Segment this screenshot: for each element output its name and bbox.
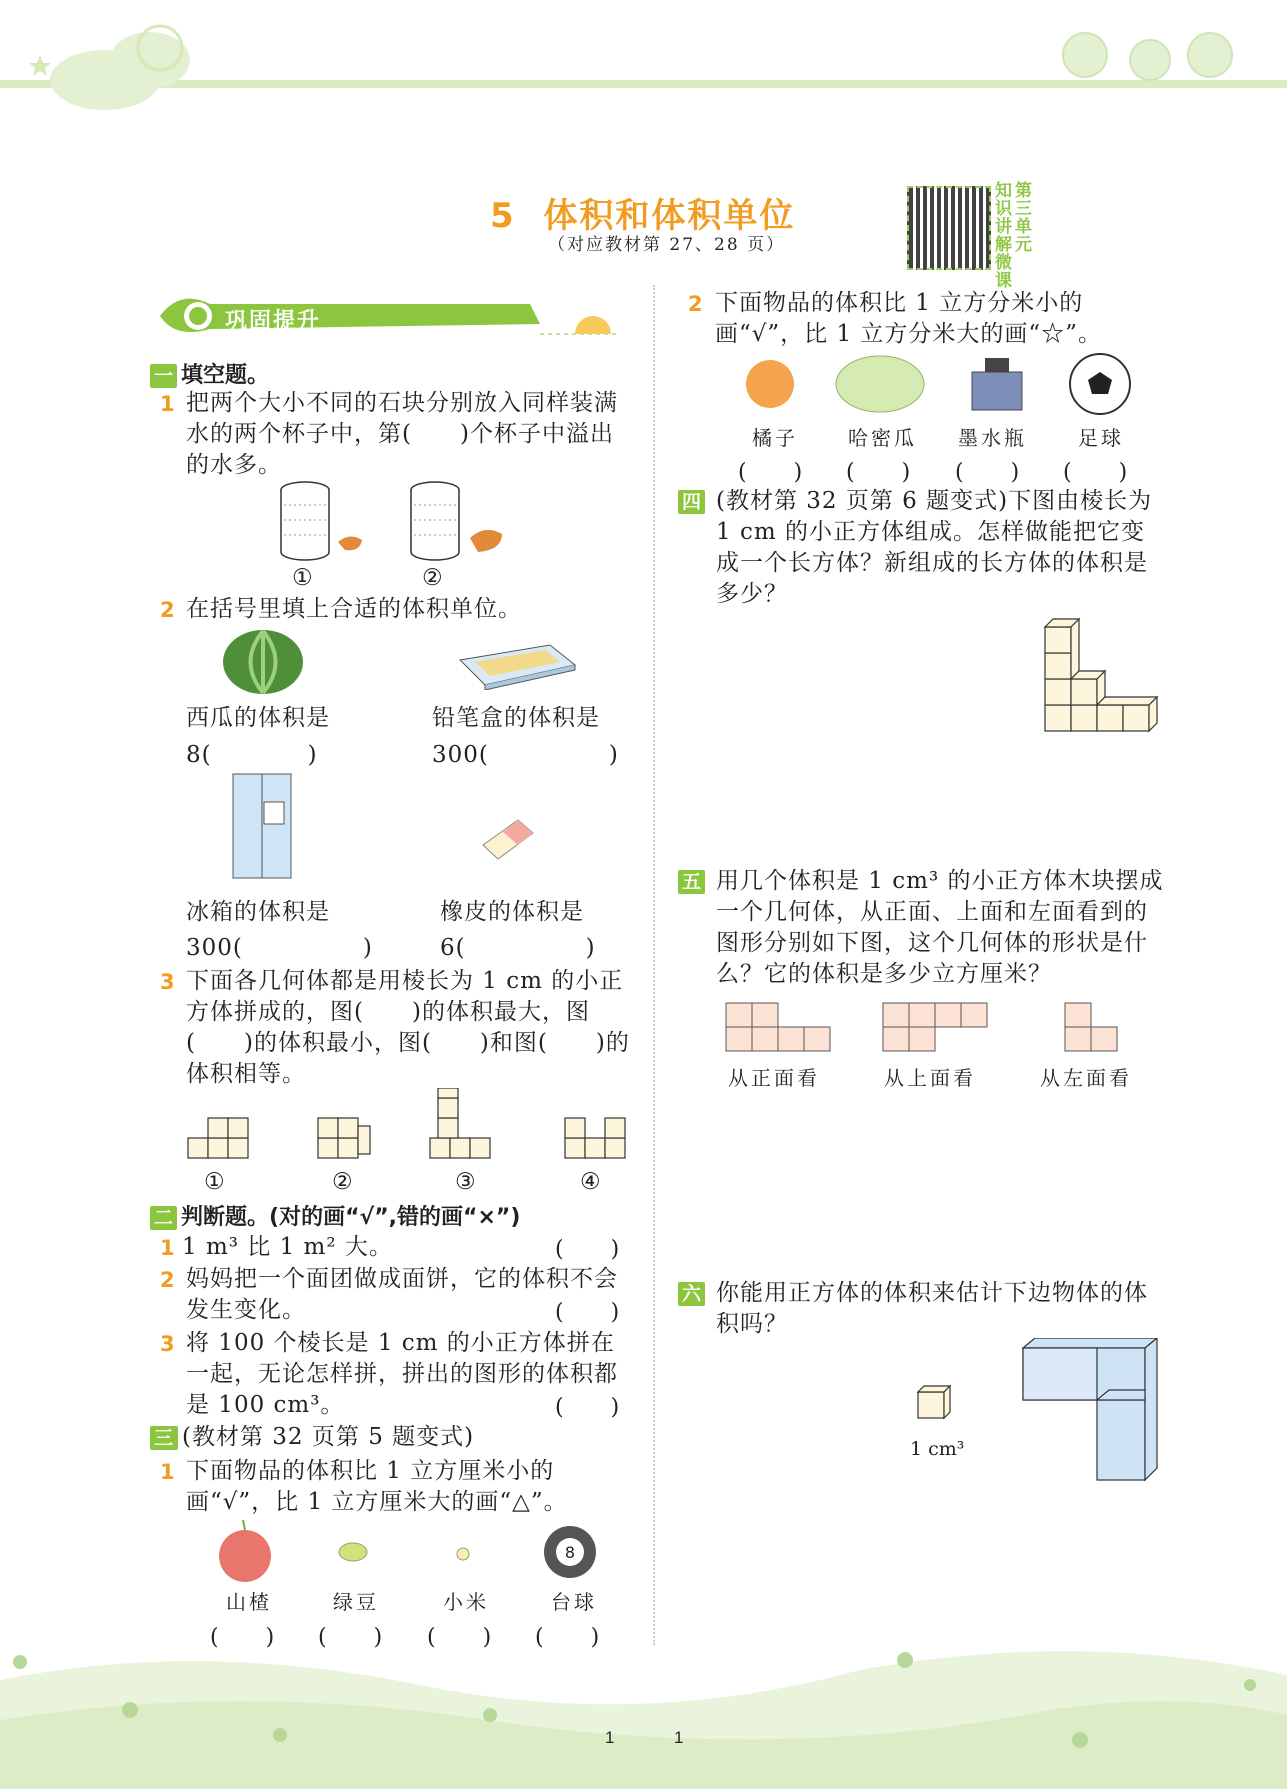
cup-label-1: ① <box>292 565 314 591</box>
section-3-title: (教材第 32 页第 5 题变式) <box>182 1424 475 1450</box>
section-5-badge: 五 <box>678 870 705 894</box>
banner-decoration <box>150 284 630 344</box>
q3-1-number: 1 <box>160 1460 175 1484</box>
q3-1-text: 下面物品的体积比 1 立方厘米小的画“√”，比 1 立方厘米大的画“△”。 <box>186 1458 568 1515</box>
section-1-heading <box>150 358 269 389</box>
unit-cube-label: 1 cm³ <box>910 1438 965 1460</box>
q1-2-item3-blank: 300( ) <box>186 935 373 961</box>
q3-2-blank-4[interactable]: ( ) <box>1063 460 1129 485</box>
section-2-heading <box>150 1200 520 1231</box>
q1-3-text: 下面各几何体都是用棱长为 1 cm 的小正方体拼成的，图( )的体积最大，图( )的体积最小，图( )和图( )的体积相等。 <box>186 968 630 1087</box>
l-cube-figure <box>1040 615 1160 735</box>
section-4-text: (教材第 32 页第 6 题变式)下图由棱长为 1 cm 的小正方体组成。怎样做能把它变成一个长方体？新组成的长方体的体积是多少？ <box>716 488 1153 607</box>
q2-3-text: 将 100 个棱长是 1 cm 的小正方体拼在一起，无论怎样拼，拼出的图形的体积都是 100 cm³。 <box>186 1330 618 1418</box>
section-6-text: 你能用正方体的体积来估计下边物体的体积吗？ <box>716 1280 1148 1337</box>
section-4-badge-wrap <box>678 490 709 514</box>
q2-2-text: 妈妈把一个面团做成面饼，它的体积不会发生变化。 <box>186 1266 618 1323</box>
page-number-left: 1 <box>605 1728 615 1747</box>
shape-label-3: ③ <box>455 1169 477 1195</box>
q3-1-label-2: 绿豆 <box>333 1590 379 1614</box>
section-6-badge: 六 <box>678 1282 705 1306</box>
header-decoration <box>0 0 1287 110</box>
qr-code[interactable] <box>907 186 991 270</box>
q1-2-item3-label: 冰箱的体积是 <box>186 899 330 925</box>
shape-label-4: ④ <box>580 1169 602 1195</box>
q3-2-blank-1[interactable]: ( ) <box>738 460 804 485</box>
q1-2-text: 在括号里填上合适的体积单位。 <box>186 596 522 622</box>
q1-1-text: 把两个大小不同的石块分别放入同样装满水的两个杯子中，第( )个杯子中溢出的水多。 <box>186 390 618 478</box>
q3-2-label-4: 足球 <box>1078 426 1124 450</box>
view-label-front: 从正面看 <box>728 1066 820 1090</box>
q3-1-blank-3[interactable]: ( ) <box>427 1625 493 1650</box>
pencil-box-image <box>455 640 580 690</box>
cup-label-2: ② <box>422 565 444 591</box>
footer-landscape <box>0 1640 1287 1789</box>
q2-2-answer[interactable]: ( ) <box>555 1300 621 1325</box>
section-2-badge: 二 <box>150 1206 177 1230</box>
q3-2-label-3: 墨水瓶 <box>958 426 1027 450</box>
q3-1-label-3: 小米 <box>443 1590 489 1614</box>
shape-label-2: ② <box>332 1169 354 1195</box>
q3-2-label-1: 橘子 <box>752 426 798 450</box>
q3-2-number: 2 <box>688 292 703 316</box>
q3-2-blank-3[interactable]: ( ) <box>955 460 1021 485</box>
section-5-text: 用几个体积是 1 cm³ 的小正方体木块摆成一个几何体，从正面、上面和左面看到的图形分别如下图，这个几何体的形状是什么？它的体积是多少立方厘米？ <box>716 868 1164 987</box>
q1-2-item4-label: 橡皮的体积是 <box>440 899 584 925</box>
cube-shapes-figure <box>180 1088 630 1170</box>
page-title: 5 体积和体积单位 <box>490 196 796 236</box>
q3-2-items-figure <box>740 350 1140 422</box>
estimate-figure <box>910 1338 1160 1488</box>
q1-2-item1-label: 西瓜的体积是 <box>186 705 330 731</box>
q2-3-answer[interactable]: ( ) <box>555 1395 621 1420</box>
stone-cups-figure <box>270 480 510 575</box>
q3-1-blank-4[interactable]: ( ) <box>535 1625 601 1650</box>
page-number-right: 1 <box>674 1728 684 1747</box>
svg-text:8: 8 <box>564 1543 576 1562</box>
q2-1-text: 1 m³ 比 1 m² 大。 <box>182 1234 393 1260</box>
page-subtitle: （对应教材第 27、28 页） <box>548 235 786 255</box>
q2-2-number: 2 <box>160 1268 175 1292</box>
section-4-badge: 四 <box>678 490 705 514</box>
q3-1-blank-1[interactable]: ( ) <box>210 1625 276 1650</box>
q1-2-item2-label: 铅笔盒的体积是 <box>432 705 600 731</box>
q1-2-item1-blank: 8( ) <box>186 742 318 768</box>
view-label-top: 从上面看 <box>884 1066 976 1090</box>
view-label-left: 从左面看 <box>1040 1066 1132 1090</box>
section-1-title: 填空题。 <box>181 363 270 388</box>
q1-3-number: 3 <box>160 970 175 994</box>
banner-title: 巩固提升 <box>225 309 322 334</box>
column-divider <box>653 285 655 1645</box>
q3-2-text: 下面物品的体积比 1 立方分米小的画“√”，比 1 立方分米大的画“☆”。 <box>715 290 1102 347</box>
refrigerator-image <box>230 772 295 882</box>
unit-label: 第三单元 <box>1015 181 1032 255</box>
q2-1-answer[interactable]: ( ) <box>555 1237 621 1262</box>
watermelon-image <box>218 628 308 696</box>
section-2-title: 判断题。(对的画“√”,错的画“×”) <box>181 1205 521 1230</box>
q1-2-number: 2 <box>160 598 175 622</box>
section-6-badge-wrap <box>678 1282 709 1306</box>
section-3-heading <box>150 1422 474 1453</box>
q1-2-item2-blank: 300( ) <box>432 742 619 768</box>
qr-label: 知识讲解微课 <box>995 181 1012 291</box>
q3-2-label-2: 哈密瓜 <box>848 426 917 450</box>
q3-1-label-4: 台球 <box>551 1590 597 1614</box>
q1-1-number: 1 <box>160 392 175 416</box>
three-views-figure <box>720 995 1140 1055</box>
section-1-badge: 一 <box>150 364 177 388</box>
q3-1-label-1: 山楂 <box>226 1590 272 1614</box>
q2-1-number: 1 <box>160 1236 175 1260</box>
q3-2-blank-2[interactable]: ( ) <box>846 460 912 485</box>
q3-1-items-figure <box>215 1520 605 1588</box>
shape-label-1: ① <box>204 1169 226 1195</box>
q2-3-number: 3 <box>160 1332 175 1356</box>
eraser-image <box>478 815 538 865</box>
section-3-badge: 三 <box>150 1426 178 1450</box>
q3-1-blank-2[interactable]: ( ) <box>318 1625 384 1650</box>
q1-2-item4-blank: 6( ) <box>440 935 596 961</box>
section-5-badge-wrap <box>678 870 709 894</box>
